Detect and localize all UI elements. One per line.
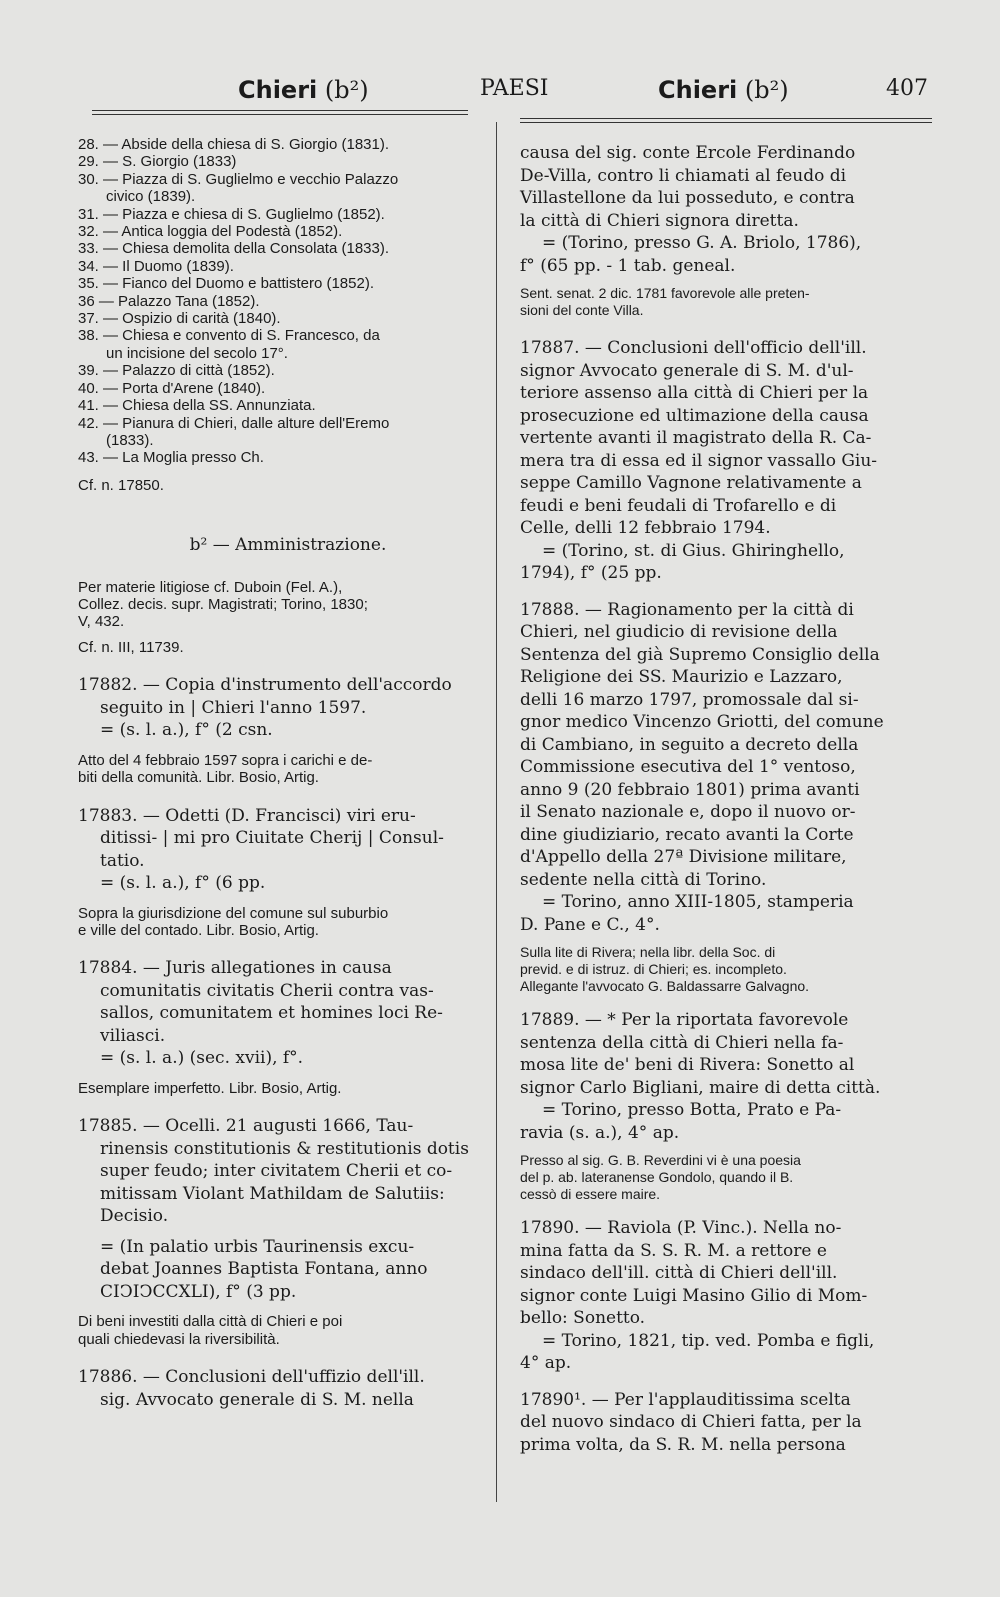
text-line: 17888. — Ragionamento per la città di bbox=[520, 599, 854, 620]
text-line: mosa lite de' beni di Rivera: Sonetto al bbox=[520, 1055, 855, 1075]
text-line: il Senato nazionale e, dopo il nuovo or- bbox=[520, 802, 856, 822]
text-line: Sopra la giurisdizione del comune sul suburbio bbox=[78, 904, 389, 922]
header-rule-left-2 bbox=[92, 114, 468, 115]
text-line: un incisione del secolo 17°. bbox=[106, 344, 288, 362]
text-line: prima volta, da S. R. M. nella persona bbox=[520, 1434, 846, 1455]
text-line: seppe Camillo Vagnone relativamente a bbox=[520, 473, 862, 493]
text-line: feudi e beni feudali di Trofarello e di bbox=[520, 495, 837, 516]
text-line: cessò di essere maire. bbox=[520, 1186, 661, 1202]
text-line: 39. — Palazzo di città (1852). bbox=[78, 362, 275, 380]
text-line: Di beni investiti dalla città di Chieri e poi bbox=[78, 1313, 343, 1331]
text-line: Cf. n. III, 11739. bbox=[78, 638, 184, 656]
text-line: 17886. — Conclusioni dell'uffizio dell'ill. bbox=[78, 1367, 425, 1388]
text-line: Decisio. bbox=[100, 1206, 169, 1227]
text-line: Presso al sig. G. B. Reverdini vi è una poesia bbox=[520, 1152, 801, 1168]
text-line: vertente avanti il magistrato della R. Ca- bbox=[520, 428, 872, 448]
text-line: Allegante l'avvocato G. Baldassarre Galvagno. bbox=[520, 978, 810, 994]
text-line: viliasci. bbox=[100, 1025, 166, 1046]
text-line: Villastellone da lui posseduto, e contra bbox=[520, 188, 855, 208]
text-line: 1794), f° (25 pp. bbox=[520, 563, 662, 583]
text-line: 28. — Abside della chiesa di S. Giorgio (1831). bbox=[78, 136, 390, 153]
text-line: signor conte Luigi Masino Gilio di Mom- bbox=[520, 1285, 868, 1306]
text-line: seguito in | Chieri l'anno 1597. bbox=[100, 697, 367, 718]
left-column bbox=[78, 136, 498, 1411]
text-line: e ville del contado. Libr. Bosio, Artig. bbox=[78, 921, 319, 939]
text-line: ravia (s. a.), 4° ap. bbox=[520, 1122, 680, 1143]
text-line: 17883. — Odetti (D. Francisci) viri eru- bbox=[78, 805, 416, 826]
text-line: comunitatis civitatis Cherii contra vas- bbox=[100, 980, 434, 1001]
text-line: 17890. — Raviola (P. Vinc.). Nella no- bbox=[520, 1218, 842, 1238]
text-line: d'Appello della 27ª Divisione militare, bbox=[520, 847, 847, 867]
text-line: 17882. — Copia d'instrumento dell'accordo bbox=[78, 675, 452, 696]
text-line: V, 432. bbox=[78, 613, 125, 631]
text-line: 17887. — Conclusioni dell'officio dell'ill. bbox=[520, 338, 867, 358]
header-rule-right-2 bbox=[520, 122, 932, 123]
text-line: Religione dei SS. Maurizio e Lazzaro, bbox=[520, 667, 843, 687]
running-head-left: Chieri (b²) bbox=[238, 76, 369, 104]
text-line: = (In palatio urbis Taurinensis excu- bbox=[100, 1236, 415, 1257]
text-line: anno 9 (20 febbraio 1801) prima avanti bbox=[520, 779, 860, 800]
header-rule-left bbox=[92, 110, 468, 111]
text-line: 17884. — Juris allegationes in causa bbox=[78, 958, 392, 979]
text-line: = (Torino, presso G. A. Briolo, 1786), bbox=[542, 233, 862, 253]
text-line: dine giudiziario, recato avanti la Corte bbox=[520, 824, 854, 845]
text-line: b² — Amministrazione. bbox=[189, 535, 387, 556]
text-line: debat Joannes Baptista Fontana, anno bbox=[100, 1259, 428, 1280]
text-line: 42. — Pianura di Chieri, dalle alture dell'Eremo bbox=[78, 414, 390, 432]
text-line: = (s. l. a.), f° (2 csn. bbox=[100, 720, 273, 741]
text-line: Atto del 4 febbraio 1597 sopra i carichi e de- bbox=[78, 751, 373, 769]
text-line: Sent. senat. 2 dic. 1781 favorevole alle preten- bbox=[520, 285, 810, 301]
text-line: De-Villa, contro li chiamati al feudo di bbox=[520, 165, 847, 186]
text-line: 33. — Chiesa demolita della Consolata (1833). bbox=[78, 240, 390, 258]
text-line: 38. — Chiesa e convento di S. Francesco, da bbox=[78, 327, 380, 345]
text-line: super feudo; inter civitatem Cherii et co- bbox=[100, 1161, 453, 1182]
running-head-right: Chieri (b²) bbox=[658, 76, 789, 104]
text-line: delli 16 marzo 1797, promossale dal si- bbox=[520, 689, 859, 710]
text-line: = (Torino, st. di Gius. Ghiringhello, bbox=[542, 540, 845, 561]
text-line: 4° ap. bbox=[520, 1353, 572, 1373]
text-line: biti della comunità. Libr. Bosio, Artig. bbox=[78, 769, 319, 787]
running-head-center: PAESI bbox=[480, 76, 549, 101]
text-line: Chieri, nel giudicio di revisione della bbox=[520, 622, 838, 642]
text-line: = (s. l. a.) (sec. xvii), f°. bbox=[100, 1048, 304, 1069]
page-number: 407 bbox=[886, 76, 928, 101]
text-line: 35. — Fianco del Duomo e battistero (1852). bbox=[78, 275, 374, 293]
text-line: civico (1839). bbox=[106, 188, 196, 206]
text-line: mitissam Violant Mathildam de Salutiis: bbox=[100, 1183, 445, 1204]
text-line: quali chiedevasi la riversibilità. bbox=[78, 1330, 280, 1348]
text-line: Esemplare imperfetto. Libr. Bosio, Artig. bbox=[78, 1079, 342, 1097]
text-line: rinensis constitutionis & restitutionis dotis bbox=[100, 1138, 469, 1159]
text-line: 30. — Piazza di S. Guglielmo e vecchio Palazzo bbox=[78, 170, 399, 188]
text-line: signor Avvocato generale di S. M. d'ul- bbox=[520, 360, 854, 381]
text-line: signor Carlo Bigliani, maire di detta città. bbox=[520, 1077, 881, 1098]
text-line: sallos, comunitatem et homines loci Re- bbox=[100, 1003, 443, 1024]
right-column bbox=[520, 142, 924, 1456]
text-line: 17890¹. — Per l'applauditissima scelta bbox=[520, 1389, 851, 1410]
text-line: del nuovo sindaco di Chieri fatta, per la bbox=[520, 1412, 862, 1432]
text-line: sedente nella città di Torino. bbox=[520, 869, 767, 890]
text-line: mera tra di essa ed il signor vassallo Giu- bbox=[520, 450, 878, 471]
text-line: sindaco dell'ill. città di Chieri dell'ill. bbox=[520, 1263, 838, 1283]
text-line: 36 — Palazzo Tana (1852). bbox=[78, 292, 260, 310]
text-line: Celle, delli 12 febbraio 1794. bbox=[520, 518, 771, 538]
text-line: 31. — Piazza e chiesa di S. Guglielmo (1852). bbox=[78, 205, 385, 223]
text-line: = Torino, anno XIII-1805, stamperia bbox=[542, 892, 854, 912]
text-line: 37. — Ospizio di carità (1840). bbox=[78, 310, 281, 328]
text-line: sig. Avvocato generale di S. M. nella bbox=[100, 1389, 414, 1410]
text-line: causa del sig. conte Ercole Ferdinando bbox=[520, 143, 856, 163]
text-line: Sentenza del già Supremo Consiglio della bbox=[520, 644, 880, 665]
text-line: 43. — La Moglia presso Ch. bbox=[78, 449, 264, 467]
text-line: (1833). bbox=[106, 431, 154, 449]
text-line: 17889. — * Per la riportata favorevole bbox=[520, 1010, 849, 1030]
text-line: tatio. bbox=[100, 850, 145, 871]
text-line: di Cambiano, in seguito a decreto della bbox=[520, 734, 859, 755]
text-line: teriore assenso alla città di Chieri per la bbox=[520, 383, 869, 403]
text-line: 29. — S. Giorgio (1833) bbox=[78, 153, 237, 171]
text-line: D. Pane e C., 4°. bbox=[520, 914, 660, 935]
text-line: previd. e di istruz. di Chieri; es. incompleto. bbox=[520, 961, 787, 977]
text-line: = Torino, presso Botta, Prato e Pa- bbox=[542, 1100, 842, 1120]
text-line: Sulla lite di Rivera; nella libr. della Soc. di bbox=[520, 944, 776, 960]
text-line: sioni del conte Villa. bbox=[520, 302, 644, 318]
text-line: 41. — Chiesa della SS. Annunziata. bbox=[78, 397, 316, 415]
text-line: CIↃIↃCCXLI), f° (3 pp. bbox=[100, 1281, 297, 1302]
text-line: del p. ab. lateranense Gondolo, quando il B. bbox=[520, 1169, 794, 1185]
text-line: Cf. n. 17850. bbox=[78, 476, 164, 494]
text-line: Collez. decis. supr. Magistrati; Torino, 1830; bbox=[78, 596, 368, 614]
text-line: = Torino, 1821, tip. ved. Pomba e figli, bbox=[542, 1330, 875, 1351]
text-line: mina fatta da S. S. R. M. a rettore e bbox=[520, 1240, 827, 1261]
text-line: 17885. — Ocelli. 21 augusti 1666, Tau- bbox=[78, 1116, 414, 1137]
text-line: la città di Chieri signora diretta. bbox=[520, 210, 799, 231]
header-rule-right bbox=[520, 118, 932, 119]
text-line: sentenza della città di Chieri nella fa- bbox=[520, 1032, 844, 1053]
text-line: ditissi- | mi pro Ciuitate Cherij | Consul- bbox=[100, 828, 444, 849]
text-line: = (s. l. a.), f° (6 pp. bbox=[100, 873, 266, 894]
text-line: f° (65 pp. - 1 tab. geneal. bbox=[520, 255, 736, 276]
text-line: 34. — Il Duomo (1839). bbox=[78, 257, 234, 275]
text-line: prosecuzione ed ultimazione della causa bbox=[520, 405, 869, 426]
text-line: Per materie litigiose cf. Duboin (Fel. A.), bbox=[78, 578, 343, 596]
text-line: 32. — Antica loggia del Podestà (1852). bbox=[78, 223, 343, 241]
text-line: bello: Sonetto. bbox=[520, 1308, 646, 1328]
text-line: Commissione esecutiva del 1° ventoso, bbox=[520, 757, 856, 777]
text-line: gnor medico Vincenzo Griotti, del comune bbox=[520, 712, 884, 732]
text-line: 40. — Porta d'Arene (1840). bbox=[78, 379, 266, 397]
